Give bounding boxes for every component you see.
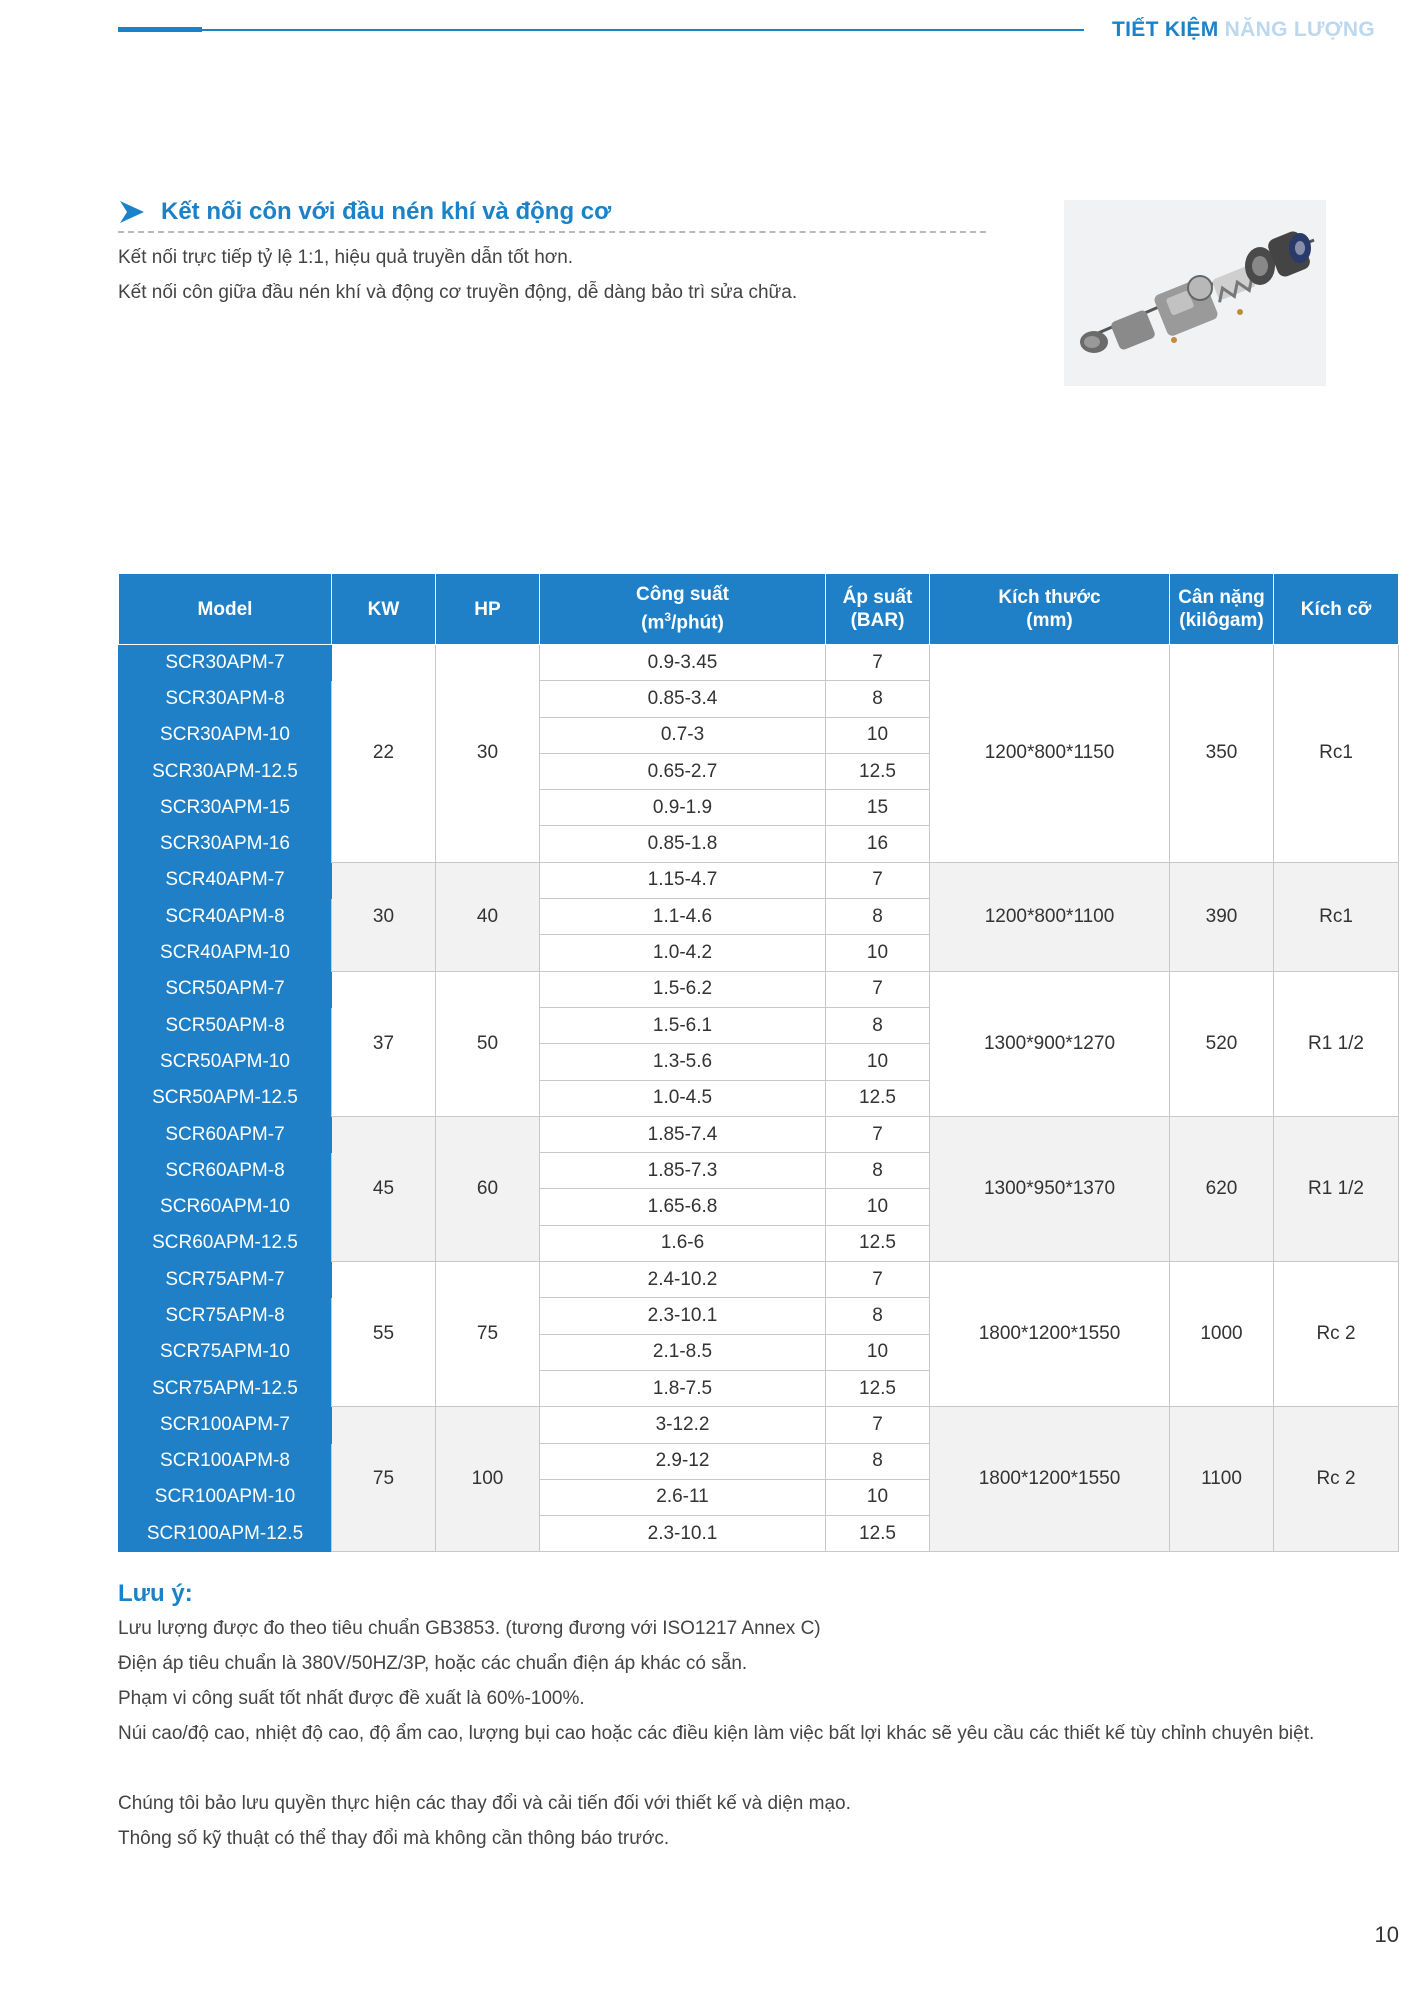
cell-hp: 30 [436,645,540,863]
cell-model: SCR40APM-8 [119,899,332,935]
cell-model: SCR50APM-12.5 [119,1080,332,1116]
cell-model: SCR30APM-8 [119,681,332,717]
cell-hp: 75 [436,1262,540,1407]
col-header-dimensions: Kích thước (mm) [930,574,1170,645]
cell-pressure: 7 [826,1262,930,1298]
note-line-3: Phạm vi công suất tốt nhất được đề xuất là 60%-100%. [118,1688,585,1709]
cell-capacity: 2.9-12 [540,1443,826,1479]
cell-dimensions: 1800*1200*1550 [930,1262,1170,1407]
model-group [119,1116,1399,1261]
cell-capacity: 2.3-10.1 [540,1516,826,1552]
cell-pressure: 8 [826,1298,930,1334]
cell-pressure: 12.5 [826,753,930,789]
cell-weight: 620 [1170,1116,1274,1261]
cell-capacity: 0.7-3 [540,717,826,753]
cell-dimensions: 1800*1200*1550 [930,1407,1170,1552]
cell-pressure: 7 [826,645,930,681]
cell-model: SCR50APM-10 [119,1044,332,1080]
cell-capacity: 2.6-11 [540,1479,826,1515]
header-rule [118,29,1084,31]
table-row [119,971,1399,1007]
table-header-row [119,574,1399,645]
cell-dimensions: 1200*800*1100 [930,862,1170,971]
cell-model: SCR30APM-16 [119,826,332,862]
cell-connection: Rc1 [1274,862,1399,971]
cell-pressure: 10 [826,1189,930,1225]
table-row [119,1407,1399,1443]
cell-pressure: 8 [826,1007,930,1043]
col-header-model: Model [119,574,332,645]
cell-pressure: 7 [826,862,930,898]
cell-model: SCR75APM-7 [119,1262,332,1298]
cell-capacity: 1.65-6.8 [540,1189,826,1225]
cell-model: SCR30APM-15 [119,790,332,826]
cell-connection: R1 1/2 [1274,971,1399,1116]
notes-heading: Lưu ý: [118,1580,193,1607]
section-divider [118,231,986,233]
cell-connection: Rc1 [1274,645,1399,863]
cell-model: SCR100APM-12.5 [119,1516,332,1552]
cell-pressure: 8 [826,681,930,717]
cell-weight: 350 [1170,645,1274,863]
model-group [119,862,1399,971]
section-title: Kết nối côn với đầu nén khí và động cơ [161,198,612,225]
model-group [119,1262,1399,1407]
cell-hp: 60 [436,1116,540,1261]
cell-weight: 1100 [1170,1407,1274,1552]
cell-model: SCR75APM-8 [119,1298,332,1334]
model-group [119,971,1399,1116]
cell-capacity: 0.9-3.45 [540,645,826,681]
cell-model: SCR60APM-10 [119,1189,332,1225]
cell-pressure: 10 [826,1479,930,1515]
cell-capacity: 1.1-4.6 [540,899,826,935]
cell-model: SCR30APM-10 [119,717,332,753]
cell-capacity: 1.0-4.2 [540,935,826,971]
table-row [119,1262,1399,1298]
col-header-kw: KW [332,574,436,645]
model-group [119,645,1399,863]
cell-model: SCR30APM-7 [119,645,332,681]
cell-connection: Rc 2 [1274,1262,1399,1407]
cell-kw: 75 [332,1407,436,1552]
header-rule-accent [118,27,202,32]
cell-pressure: 8 [826,1153,930,1189]
table-row [119,1116,1399,1152]
cell-kw: 45 [332,1116,436,1261]
col-header-hp: HP [436,574,540,645]
cell-model: SCR40APM-7 [119,862,332,898]
cell-pressure: 10 [826,935,930,971]
cell-capacity: 0.9-1.9 [540,790,826,826]
cell-capacity: 0.85-3.4 [540,681,826,717]
col-header-pressure: Áp suất (BAR) [826,574,930,645]
cell-pressure: 8 [826,899,930,935]
cell-weight: 390 [1170,862,1274,971]
cell-weight: 520 [1170,971,1274,1116]
cell-capacity: 1.85-7.4 [540,1116,826,1152]
cell-model: SCR40APM-10 [119,935,332,971]
cell-pressure: 10 [826,717,930,753]
cell-model: SCR60APM-8 [119,1153,332,1189]
note-line-1: Lưu lượng được đo theo tiêu chuẩn GB3853. (tương đương với ISO1217 Annex C) [118,1618,821,1639]
cell-pressure: 10 [826,1044,930,1080]
note-line-5: Chúng tôi bảo lưu quyền thực hiện các thay đổi và cải tiến đối với thiết kế và diện mạo. [118,1793,851,1814]
cell-kw: 22 [332,645,436,863]
compressor-exploded-image [1064,200,1326,386]
table-row [119,862,1399,898]
model-group [119,1407,1399,1552]
cell-pressure: 12.5 [826,1516,930,1552]
section-line-1: Kết nối trực tiếp tỷ lệ 1:1, hiệu quả truyền dẫn tốt hơn. [118,247,574,268]
cell-pressure: 16 [826,826,930,862]
cell-dimensions: 1300*950*1370 [930,1116,1170,1261]
cell-hp: 40 [436,862,540,971]
cell-capacity: 1.3-5.6 [540,1044,826,1080]
cell-model: SCR75APM-12.5 [119,1370,332,1406]
cell-capacity: 1.0-4.5 [540,1080,826,1116]
section-line-2: Kết nối côn giữa đầu nén khí và động cơ truyền động, dễ dàng bảo trì sửa chữa. [118,282,798,303]
cell-capacity: 1.85-7.3 [540,1153,826,1189]
cell-capacity: 0.85-1.8 [540,826,826,862]
cell-capacity: 2.4-10.2 [540,1262,826,1298]
spec-table [118,573,1399,1552]
cell-pressure: 10 [826,1334,930,1370]
cell-model: SCR100APM-10 [119,1479,332,1515]
page-number: 10 [1374,1922,1399,1947]
cell-connection: Rc 2 [1274,1407,1399,1552]
cell-dimensions: 1200*800*1150 [930,645,1170,863]
table-row [119,645,1399,681]
cell-kw: 30 [332,862,436,971]
cell-model: SCR50APM-7 [119,971,332,1007]
cell-pressure: 12.5 [826,1370,930,1406]
cell-capacity: 2.3-10.1 [540,1298,826,1334]
cell-model: SCR60APM-12.5 [119,1225,332,1261]
col-header-capacity: Công suất $(m^3/phút)$ [540,574,826,645]
cell-model: SCR60APM-7 [119,1116,332,1152]
cell-pressure: 7 [826,1407,930,1443]
cell-hp: 100 [436,1407,540,1552]
cell-model: SCR30APM-12.5 [119,753,332,789]
cell-kw: 55 [332,1262,436,1407]
cell-pressure: 8 [826,1443,930,1479]
cell-model: SCR50APM-8 [119,1007,332,1043]
col-header-connection: Kích cỡ [1274,574,1399,645]
cell-model: SCR100APM-7 [119,1407,332,1443]
cell-pressure: 7 [826,1116,930,1152]
cell-hp: 50 [436,971,540,1116]
cell-capacity: 3-12.2 [540,1407,826,1443]
col-header-weight: Cân nặng (kilôgam) [1170,574,1274,645]
cell-pressure: 15 [826,790,930,826]
cell-capacity: 1.5-6.2 [540,971,826,1007]
chevron-right-icon [118,198,146,226]
cell-capacity: 2.1-8.5 [540,1334,826,1370]
cell-pressure: 7 [826,971,930,1007]
cell-dimensions: 1300*900*1270 [930,971,1170,1116]
cell-model: SCR75APM-10 [119,1334,332,1370]
cell-capacity: 0.65-2.7 [540,753,826,789]
note-line-2: Điện áp tiêu chuẩn là 380V/50HZ/3P, hoặc các chuẩn điện áp khác có sẵn. [118,1653,748,1674]
note-line-4: Núi cao/độ cao, nhiệt độ cao, độ ẩm cao, lượng bụi cao hoặc các điều kiện làm việc bất lợi khác sẽ yêu cầu các thiết kế tùy chỉnh chuyên biệt. [118,1723,1315,1744]
cell-model: SCR100APM-8 [119,1443,332,1479]
note-line-6: Thông số kỹ thuật có thể thay đổi mà không cần thông báo trước. [118,1828,670,1849]
cell-kw: 37 [332,971,436,1116]
cell-capacity: 1.8-7.5 [540,1370,826,1406]
cell-pressure: 12.5 [826,1225,930,1261]
cell-connection: R1 1/2 [1274,1116,1399,1261]
cell-capacity: 1.6-6 [540,1225,826,1261]
cell-capacity: 1.5-6.1 [540,1007,826,1043]
cell-weight: 1000 [1170,1262,1274,1407]
cell-capacity: 1.15-4.7 [540,862,826,898]
cell-pressure: 12.5 [826,1080,930,1116]
header-title: TIẾT KIỆM NĂNG LƯỢNG [1112,18,1375,41]
